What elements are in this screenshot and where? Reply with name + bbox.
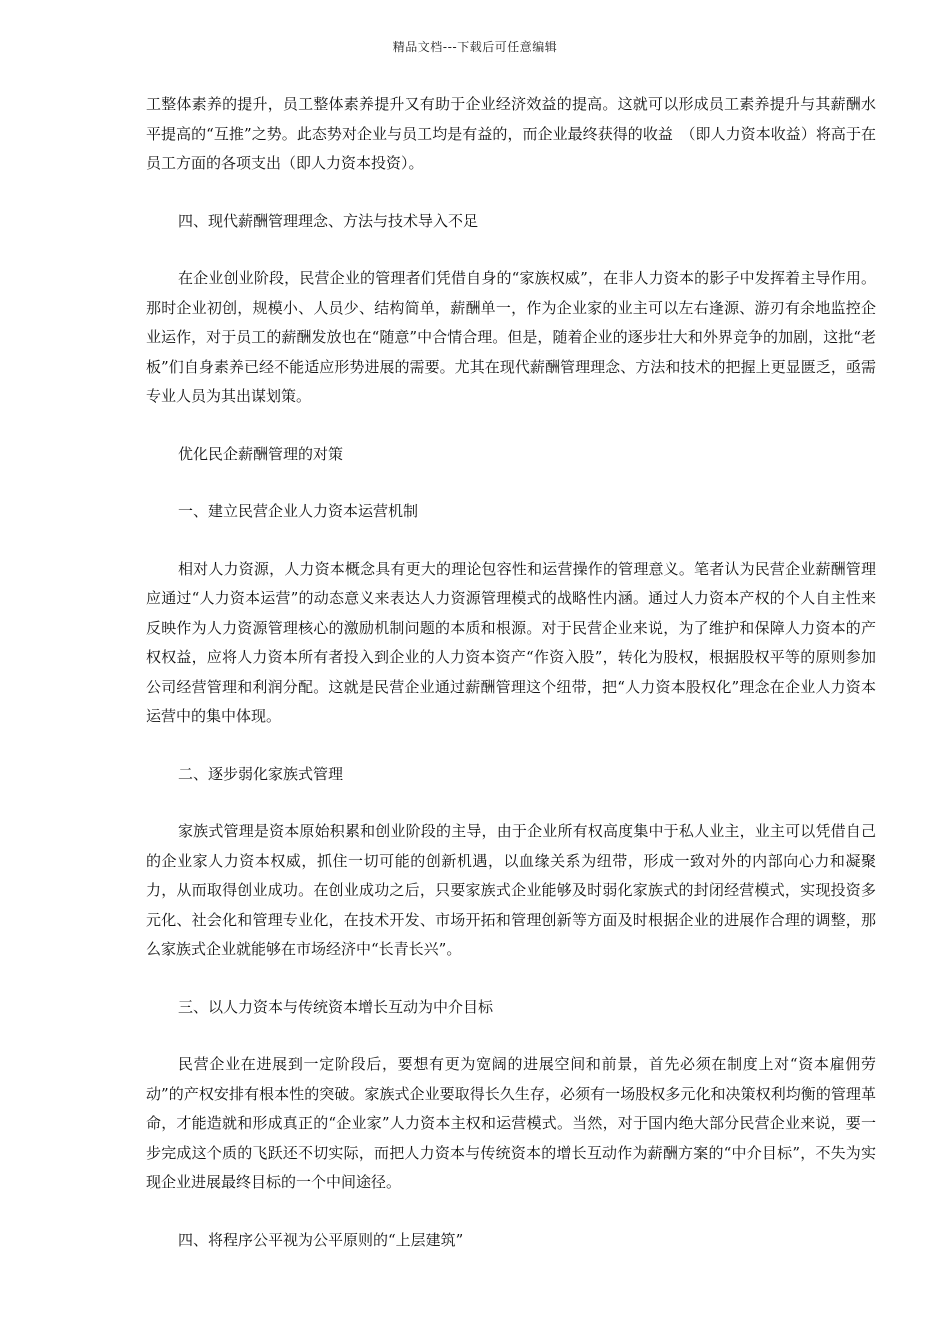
spacer bbox=[146, 789, 876, 817]
section-heading: 四、将程序公平视为公平原则的“上层建筑” bbox=[178, 1230, 464, 1249]
page-header: 精品文档---下载后可任意编辑 bbox=[392, 40, 558, 54]
spacer bbox=[146, 732, 876, 760]
spacer bbox=[146, 965, 876, 993]
spacer bbox=[146, 1198, 876, 1226]
spacer bbox=[146, 412, 876, 440]
spacer bbox=[146, 236, 876, 264]
paragraph: 在企业创业阶段，民营企业的管理者们凭借自身的“家族权威”，在非人力资本的影子中发挥着主导作用。那时企业初创，规模小、人员少、结构简单，薪酬单一，作为企业家的业主可以左右逢源、游刃有余地监控企业运作，对于员工的薪酬发放也在“随意”中合情合理。但是，随着企业的逐步壮大和外界竞争的加剧，这批“老板”们自身素养已经不能适应形势进展的需要。尤其在现代薪酬管理理念、方法和技术的把握上更显匮乏，亟需专业人员为其出谋划策。 bbox=[146, 269, 876, 405]
spacer bbox=[146, 527, 876, 555]
spacer bbox=[146, 179, 876, 207]
section-heading: 优化民企薪酬管理的对策 bbox=[178, 444, 344, 463]
section-heading: 一、建立民营企业人力资本运营机制 bbox=[178, 502, 419, 520]
spacer bbox=[146, 469, 876, 497]
paragraph: 民营企业在进展到一定阶段后，要想有更为宽阔的进展空间和前景，首先必须在制度上对“资本雇佣劳动”的产权安排有根本性的突破。家族式企业要取得长久生存，必须有一场股权多元化和决策权利均衡的管理革命，才能造就和形成真正的“企业家”人力资本主权和运营模式。当然，对于国内绝大部分民营企业来说，要一步完成这个质的飞跃还不切实际，而把人力资本与传统资本的增长互动作为薪酬方案的“中介目标”，不失为实现企业进展最终目标的一个中间途径。 bbox=[146, 1055, 876, 1191]
spacer bbox=[146, 1022, 876, 1050]
section-heading: 四、现代薪酬管理理念、方法与技术导入不足 bbox=[178, 211, 479, 230]
paragraph: 家族式管理是资本原始积累和创业阶段的主导，由于企业所有权高度集中于私人业主，业主可以凭借自己的企业家人力资本权威，抓住一切可能的创新机遇，以血缘关系为纽带，形成一致对外的内部向心力和凝聚力，从而取得创业成功。在创业成功之后，只要家族式企业能够及时弱化家族式的封闭经营模式，实现投资多元化、社会化和管理专业化，在技术开发、市场开拓和管理创新等方面及时根据企业的进展作合理的调整，那么家族式企业就能够在市场经济中“长青长兴”。 bbox=[146, 822, 876, 958]
paragraph: 相对人力资源，人力资本概念具有更大的理论包容性和运营操作的管理意义。笔者认为民营企业薪酬管理应通过“人力资本运营”的动态意义来表达人力资源管理模式的战略性内涵。通过人力资本产权的个人自主性来反映作为人力资源管理核心的激励机制问题的本质和根源。对于民营企业来说，为了维护和保障人力资本的产权权益，应将人力资本所有者投入到企业的人力资本资产“作资入股”，转化为股权，根据股权平等的原则参加公司经营管理和利润分配。这就是民营企业通过薪酬管理这个纽带，把“人力资本股权化”理念在企业人力资本运营中的集中体现。 bbox=[146, 559, 876, 725]
paragraph: 工整体素养的提升，员工整体素养提升又有助于企业经济效益的提高。这就可以形成员工素养提升与其薪酬水平提高的“互推”之势。此态势对企业与员工均是有益的，而企业最终获得的收益 （即人力资本收益）将高于在员工方面的各项支出（即人力资本投资）。 bbox=[146, 95, 876, 172]
section-heading: 三、以人力资本与传统资本增长互动为中介目标 bbox=[178, 997, 494, 1016]
section-heading: 二、逐步弱化家族式管理 bbox=[178, 764, 344, 783]
document-body bbox=[146, 90, 876, 1255]
